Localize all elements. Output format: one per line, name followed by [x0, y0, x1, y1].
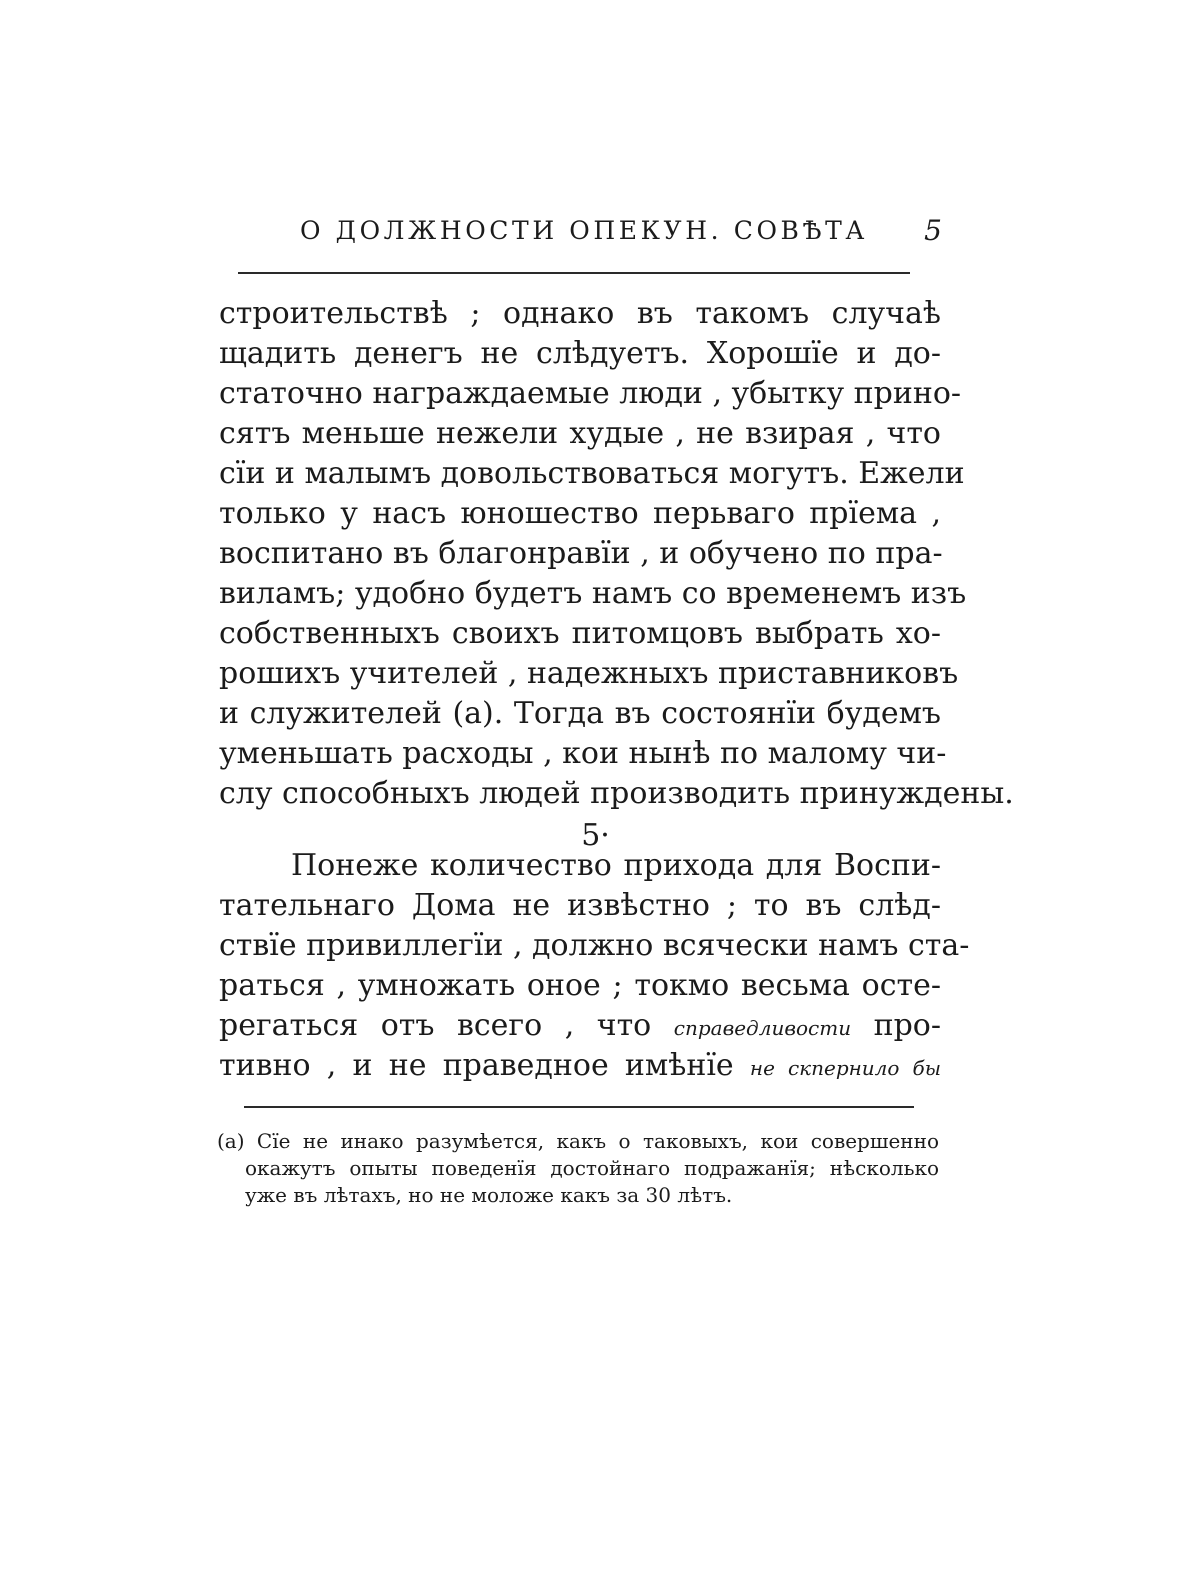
- text-line: раться , умножать оное ; токмо весьма осте-: [219, 968, 941, 1003]
- text-line: собственныхъ своихъ питомцовъ выбрать хо-: [219, 616, 941, 651]
- text-line-mixed: [219, 1006, 941, 1046]
- text-line: Понеже количество прихода для Воспи-: [291, 848, 941, 883]
- running-head: [238, 214, 942, 248]
- text-line: рошихъ учителей , надежныхъ приставниковъ: [219, 656, 959, 691]
- text-line: слу способныхъ людей производить принуждены.: [219, 776, 1014, 811]
- footnote-line: уже въ лѣтахъ, но не моложе какъ за 30 лѣтъ.: [245, 1183, 733, 1207]
- text-line-mixed: [219, 1046, 941, 1086]
- paragraph-continued: [219, 294, 1014, 814]
- text-line: статочно награждаемые люди , убытку прино-: [219, 376, 962, 411]
- section-paragraph: [219, 846, 970, 1086]
- footnote-line: (а) Сїе не инако разумѣется, какъ о таковыхъ, кои совершенно: [217, 1129, 939, 1153]
- text-line: только у насъ юношество перьваго прїема ,: [219, 496, 941, 531]
- text-segment: про-: [873, 1008, 941, 1043]
- page-number: 5: [924, 214, 942, 247]
- text-line: и служителей (а). Тогда въ состоянїи будемъ: [219, 696, 941, 731]
- text-line: сятъ меньше нежели худые , не взирая , что: [219, 416, 941, 451]
- text-line: тательнаго Дома не извѣстно ; то въ слѣд-: [219, 888, 941, 923]
- section-number: 5·: [581, 818, 610, 853]
- header-rule: [238, 272, 910, 274]
- running-title: О ДОЛЖНОСТИ ОПЕКУН. СОВѢТА: [300, 216, 868, 245]
- text-line: строительствѣ ; однако въ такомъ случаѣ: [219, 296, 941, 331]
- text-line: щадить денегъ не слѣдуетъ. Хорошїе и до-: [219, 336, 941, 371]
- footnote-rule: [244, 1106, 914, 1108]
- footnote: [217, 1128, 939, 1209]
- text-line: ствїе привиллегїи , должно всячески намъ ста-: [219, 928, 970, 963]
- text-segment: регаться отъ всего , что: [219, 1008, 652, 1043]
- text-line: уменьшать расходы , кои нынѣ по малому чи-: [219, 736, 947, 771]
- footnote-line: окажутъ опыты поведенїя достойнаго подражанїя; нѣсколько: [245, 1156, 939, 1180]
- text-line: виламъ; удобно будетъ намъ со временемъ изъ: [219, 576, 967, 611]
- text-line: сїи и малымъ довольствоваться могутъ. Ежели: [219, 456, 965, 491]
- catchword-italic: справедливости: [673, 1016, 852, 1040]
- text-line: воспитано въ благонравїи , и обучено по пра-: [219, 536, 943, 571]
- catchword-italic: не скпернило бы: [749, 1056, 941, 1080]
- text-segment: тивно , и не праведное имѣнїе: [219, 1048, 734, 1083]
